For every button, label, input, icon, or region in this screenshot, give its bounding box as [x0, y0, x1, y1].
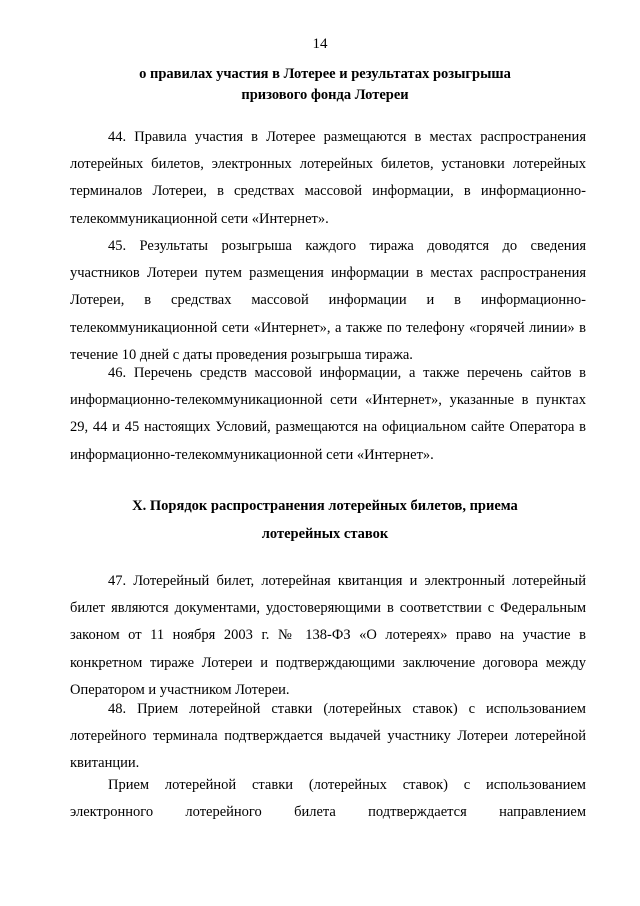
heading-line: X. Порядок распространения лотерейных билетов, приема	[132, 498, 518, 514]
heading-line: призового фонда Лотереи	[241, 87, 409, 103]
paragraph-47: 47. Лотерейный билет, лотерейная квитанция и электронный лотерейный билет являются документами, удостоверяющими в соответствии с Федеральным законом от 11 ноября 2003 г. № 138-ФЗ «О лотереях» право на участие в конкретном тираже Лотереи и подтверждающими заключение договора между Оператором и участником Лотереи.	[70, 573, 586, 698]
page-number: 14	[312, 36, 328, 52]
heading-line: о правилах участия в Лотерее и результатах розыгрыша	[139, 66, 511, 82]
paragraph-48-continued: Прием лотерейной ставки (лотерейных ставок) с использованием электронного лотерейного билета подтверждается направлением	[70, 777, 586, 821]
section-heading-x	[60, 492, 590, 548]
paragraph-45: 45. Результаты розыгрыша каждого тиража доводятся до сведения участников Лотереи путем размещения информации в местах распространения Лотереи, в средствах массовой информации и в информационно-телекоммуникационной сети «Интернет», а также по телефону «горячей линии» в течение 10 дней с даты проведения розыгрыша тиража.	[70, 238, 586, 363]
paragraph-44: 44. Правила участия в Лотерее размещаются в местах распространения лотерейных билетов, электронных лотерейных билетов, установки лотерейных терминалов Лотереи, в средствах массовой информации, в информационно-телекоммуникационной сети «Интернет».	[70, 129, 586, 227]
paragraph-46: 46. Перечень средств массовой информации, а также перечень сайтов в информационно-телекоммуникационной сети «Интернет», указанные в пунктах 29, 44 и 45 настоящих Условий, размещаются на официальном сайте Оператора в информационно-телекоммуникационной сети «Интернет».	[70, 365, 586, 463]
heading-line: лотерейных ставок	[261, 526, 389, 542]
section-heading-lottery-rules	[60, 64, 590, 106]
paragraph-48: 48. Прием лотерейной ставки (лотерейных ставок) с использованием лотерейного терминала подтверждается выдачей участнику Лотереи лотерейной квитанции.	[70, 701, 586, 772]
